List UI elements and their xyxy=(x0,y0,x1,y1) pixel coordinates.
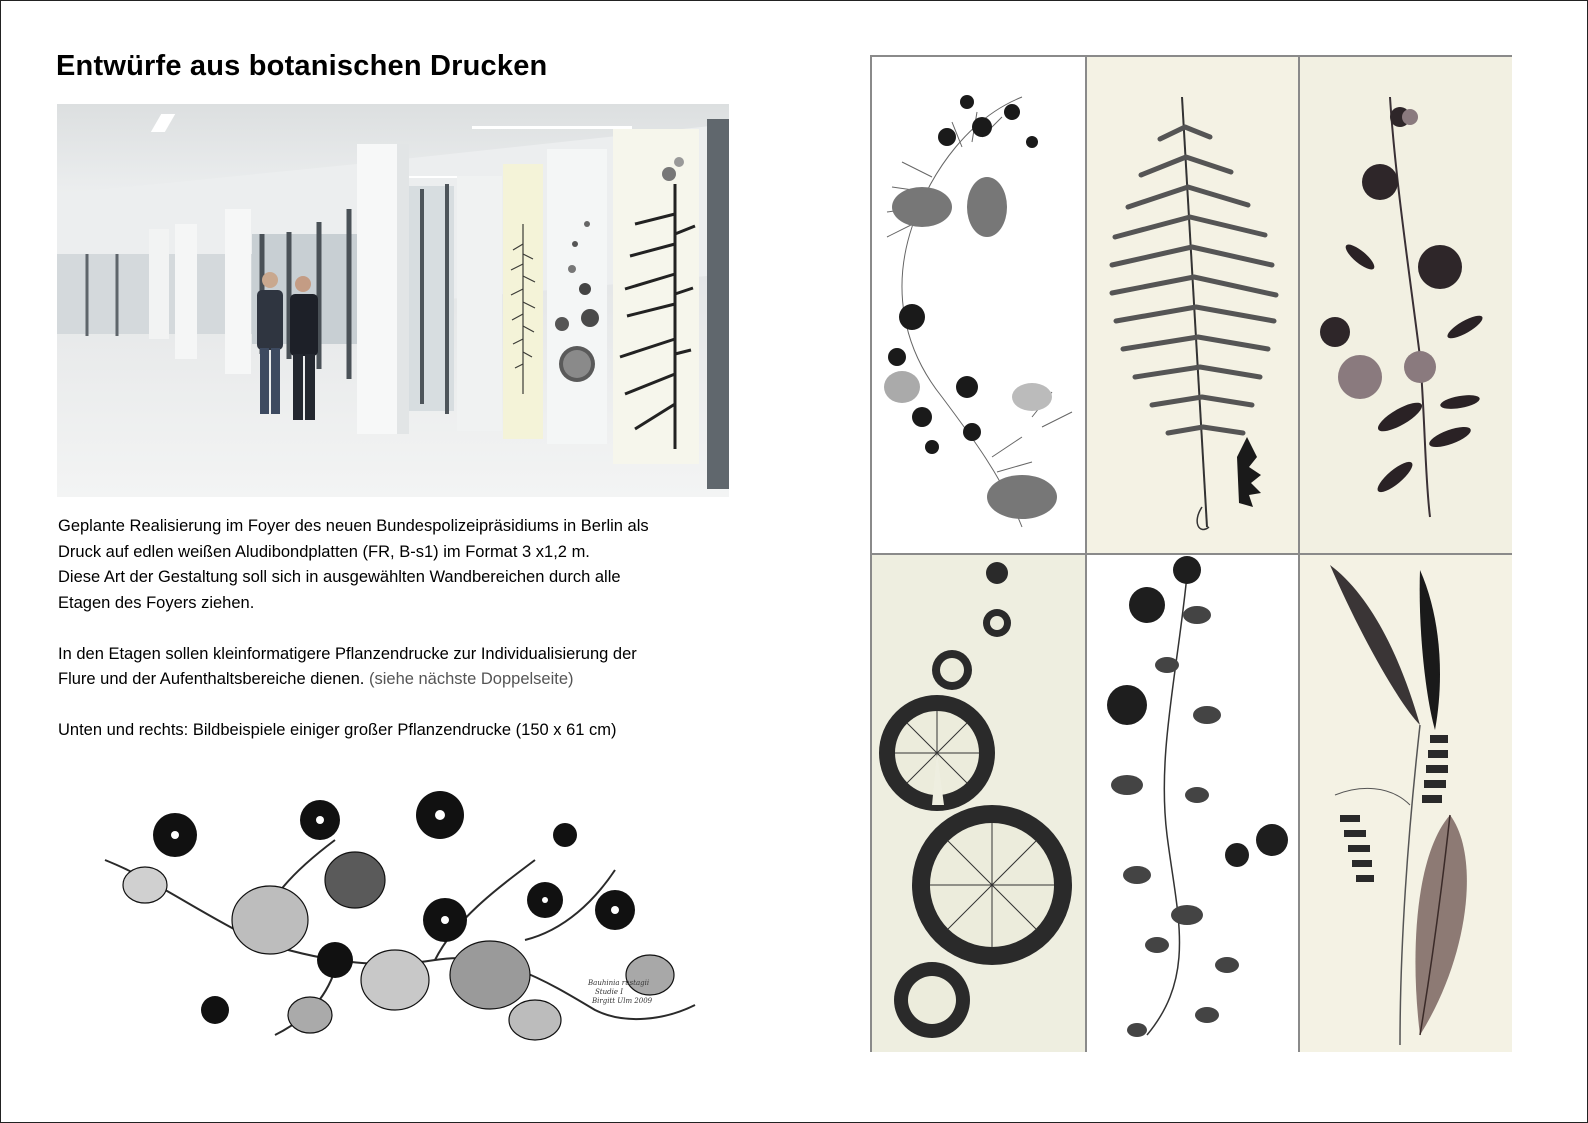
bauhinia-print-image xyxy=(95,780,715,1050)
description-line: Unten und rechts: Bildbeispiele einiger großer Pflanzendrucke (150 x 61 cm) xyxy=(58,721,617,739)
print-panel-fern xyxy=(1087,57,1298,553)
print-panel-mimosa xyxy=(872,57,1085,553)
description-line: In den Etagen sollen kleinformatigere Pflanzendrucke zur Individualisierung der xyxy=(58,644,637,663)
description-line: Druck auf edlen weißen Aludibondplatten (FR, B-s1) im Format 3 x1,2 m. xyxy=(58,542,590,561)
print-signature-line: Birgitt Ulm 2009 xyxy=(592,997,653,1005)
description-paragraph-realization xyxy=(58,514,738,616)
description-paragraph-examples xyxy=(58,718,738,744)
print-panel-waterlily xyxy=(872,555,1085,1052)
description-line: Geplante Realisierung im Foyer des neuen Bundespolizeipräsidiums in Berlin als xyxy=(58,517,649,535)
print-signature-line: Bauhinia rustagii xyxy=(588,979,650,987)
project-description xyxy=(58,514,738,769)
print-panel-lily xyxy=(1300,57,1512,553)
description-line: Flure und der Aufenthaltsbereiche dienen. xyxy=(58,670,365,688)
description-paragraph-floors xyxy=(58,642,738,693)
print-panel-rose xyxy=(1087,555,1298,1052)
plant-print-gallery xyxy=(870,55,1512,1052)
description-line: Etagen des Foyers ziehen. xyxy=(58,593,255,612)
page-title: Entwürfe aus botanischen Drucken xyxy=(56,50,548,82)
print-panel-heliconia xyxy=(1300,555,1512,1052)
print-signature-line: Studie I xyxy=(595,988,623,996)
description-line: Diese Art der Gestaltung soll sich in ausgewählten Wandbereichen durch alle xyxy=(58,568,621,586)
next-spread-note: (siehe nächste Doppelseite) xyxy=(368,670,574,688)
foyer-visualization-image xyxy=(57,104,729,497)
